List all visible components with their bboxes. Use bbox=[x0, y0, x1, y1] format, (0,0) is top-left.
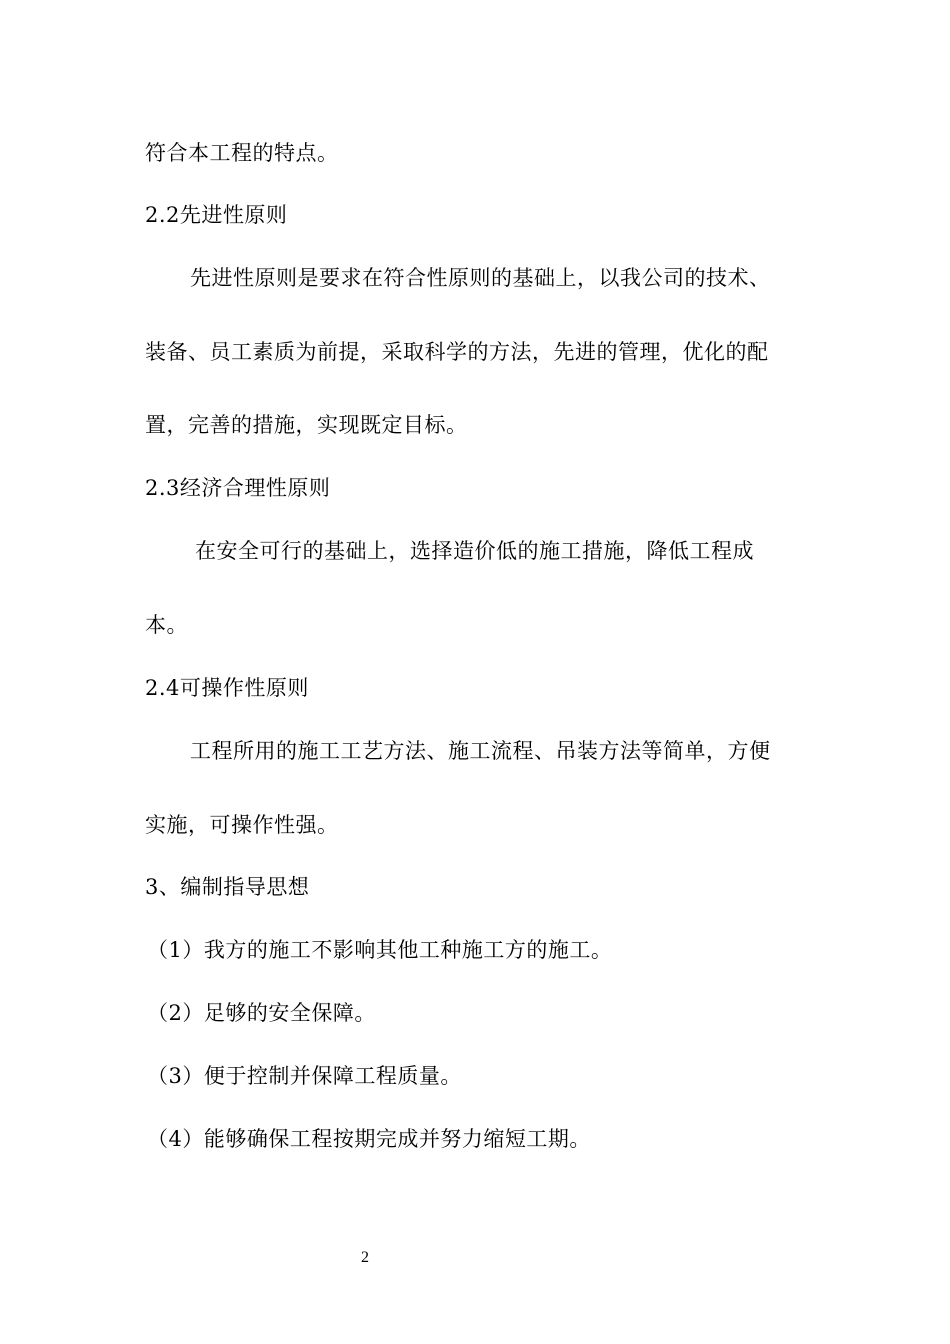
paragraph-line: 置，完善的措施，实现既定目标。 bbox=[145, 413, 468, 437]
section-heading: 2.4可操作性原则 bbox=[145, 676, 309, 700]
paragraph-line: 符合本工程的特点。 bbox=[145, 141, 339, 165]
paragraph-line: 实施，可操作性强。 bbox=[145, 813, 339, 837]
page-number: 2 bbox=[361, 1249, 369, 1266]
paragraph-line: 工程所用的施工工艺方法、施工流程、吊装方法等简单，方便 bbox=[190, 739, 771, 763]
paragraph-line: 在安全可行的基础上，选择造价低的施工措施，降低工程成 bbox=[195, 539, 754, 563]
list-item: （1）我方的施工不影响其他工种施工方的施工。 bbox=[147, 938, 613, 962]
paragraph-line: 本。 bbox=[145, 613, 188, 637]
section-heading: 3、编制指导思想 bbox=[145, 875, 310, 899]
paragraph-line: 装备、员工素质为前提，采取科学的方法，先进的管理，优化的配 bbox=[145, 340, 769, 364]
section-heading: 2.3经济合理性原则 bbox=[145, 476, 331, 500]
list-item: （2）足够的安全保障。 bbox=[147, 1001, 376, 1025]
section-heading: 2.2先进性原则 bbox=[145, 203, 288, 227]
list-item: （3）便于控制并保障工程质量。 bbox=[147, 1064, 462, 1088]
paragraph-line: 先进性原则是要求在符合性原则的基础上，以我公司的技术、 bbox=[190, 266, 771, 290]
list-item: （4）能够确保工程按期完成并努力缩短工期。 bbox=[147, 1127, 591, 1151]
